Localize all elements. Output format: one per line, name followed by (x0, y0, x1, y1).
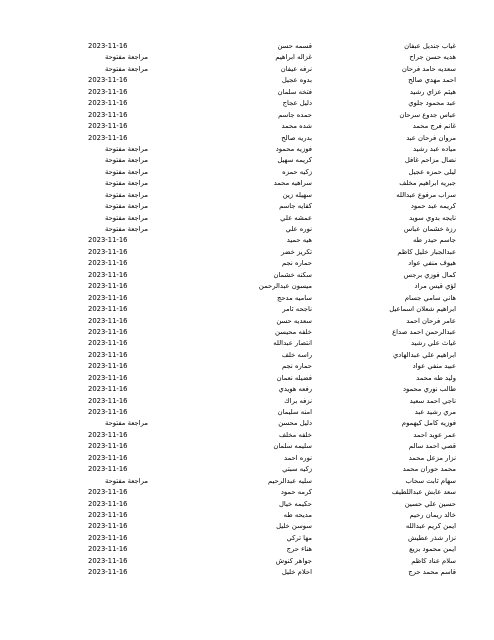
records-list (88, 41, 456, 579)
person-name: عبيد منفي عواد (412, 362, 456, 371)
mother-name: زكيه سبتي (282, 465, 312, 474)
mother-name: فتخه سلمان (277, 87, 312, 96)
record-row (88, 384, 456, 395)
record-row (88, 133, 456, 144)
record-row (88, 430, 456, 441)
mother-name: نوره احمد (284, 453, 312, 462)
record-row (88, 464, 456, 475)
person-name: عمر عويد احمد (413, 430, 456, 439)
mother-name: احلام خليل (281, 568, 312, 577)
person-name: غياث علي رشيد (411, 339, 456, 348)
person-name: نزار مزعل محمد (408, 453, 456, 462)
record-row (88, 304, 456, 315)
record-row (88, 201, 456, 212)
record-date: 2023-11-16 (88, 396, 128, 405)
record-row (88, 521, 456, 532)
record-date: 2023-11-16 (88, 339, 128, 348)
person-name: ابراهيم شعلان اسماعيل (389, 305, 456, 314)
record-row (88, 87, 456, 98)
record-status: مراجعة مفتوحة (104, 156, 148, 165)
mother-name: خلفه محيسن (274, 327, 312, 336)
mother-name: كريمه سهيل (277, 156, 312, 165)
record-status: مراجعة مفتوحة (104, 53, 148, 62)
record-row (88, 556, 456, 567)
mother-name: بدوه عجيل (281, 76, 312, 85)
record-status: مراجعة مفتوحة (104, 64, 148, 73)
record-date: 2023-11-16 (88, 488, 128, 497)
record-status: مراجعة مفتوحة (104, 144, 148, 153)
person-name: وليد طه محمد (416, 373, 456, 382)
record-row (88, 487, 456, 498)
person-name: طالب نوري محمود (402, 385, 456, 394)
record-row (88, 144, 456, 155)
person-name: عبدالجبار خليل كاظم (397, 247, 456, 256)
record-status: مراجعة مفتوحة (104, 213, 148, 222)
record-row (88, 64, 456, 75)
record-date: 2023-11-16 (88, 453, 128, 462)
record-date: 2023-11-16 (88, 442, 128, 451)
record-date: 2023-11-16 (88, 270, 128, 279)
record-status: مراجعة مفتوحة (104, 167, 148, 176)
mother-name: نزفه براك (284, 396, 312, 405)
record-row (88, 155, 456, 166)
person-name: جاسم حيدر طه (413, 236, 456, 245)
record-status: مراجعة مفتوحة (104, 190, 148, 199)
mother-name: نوره علي (285, 225, 312, 233)
record-row (88, 533, 456, 544)
record-status: مراجعة مفتوحة (104, 419, 148, 428)
record-date: 2023-11-16 (88, 385, 128, 394)
person-name: حسين علي حسين (404, 499, 456, 508)
person-name: لؤي قيس مراد (414, 282, 456, 291)
person-name: رزة خشمان عباس (403, 225, 456, 233)
record-row (88, 121, 456, 132)
mother-name: سليمه سلمان (273, 442, 312, 451)
mother-name: فوزيه محمود (275, 144, 312, 153)
mother-name: هيه حميد (286, 236, 312, 245)
mother-name: عمشه علي (280, 213, 312, 222)
person-name: فوزيه كامل كيهموم (401, 419, 456, 428)
person-name: قاسم محمد حرج (408, 568, 456, 577)
person-name: ايمن كريم عبدالله (405, 522, 456, 531)
mother-name: جواهر كنوش (275, 556, 312, 565)
record-row (88, 510, 456, 521)
record-date: 2023-11-16 (88, 350, 128, 359)
record-date: 2023-11-16 (88, 110, 128, 119)
record-row (88, 224, 456, 235)
person-name: هاني سامي جسام (404, 293, 456, 302)
person-name: ليلى حمزه عجيل (408, 167, 456, 176)
record-date: 2023-11-16 (88, 122, 128, 131)
mother-name: زكيه حمزه (282, 167, 312, 176)
record-row (88, 418, 456, 429)
person-name: غانم فرج محمد (412, 122, 456, 131)
record-row (88, 190, 456, 201)
record-row (88, 499, 456, 510)
mother-name: ناجحه ثامر (282, 305, 312, 314)
person-name: ابراهيم علي عبدالهادي (392, 350, 456, 359)
person-name: نايجه بدوي سويد (409, 213, 456, 222)
record-row (88, 258, 456, 269)
person-name: غياب جنديل عبفان (404, 42, 456, 50)
mother-name: سليه عبدالرحيم (268, 476, 312, 485)
record-status: مراجعة مفتوحة (104, 476, 148, 485)
mother-name: دليل محسن (278, 419, 312, 428)
record-row (88, 316, 456, 327)
record-row (88, 41, 456, 52)
mother-name: فضيله نعمان (276, 373, 312, 382)
record-date: 2023-11-16 (88, 236, 128, 245)
mother-name: كفايه جاسم (279, 202, 312, 211)
mother-name: مها تركي (286, 533, 312, 542)
record-date: 2023-11-16 (88, 510, 128, 519)
person-name: هيثم عزاي رشيد (409, 87, 456, 96)
record-date: 2023-11-16 (88, 133, 128, 142)
record-row (88, 75, 456, 86)
record-date: 2023-11-16 (88, 42, 128, 50)
record-row (88, 213, 456, 224)
person-name: احمد مهدي صالح (408, 76, 456, 85)
mother-name: سكنه خشمان (273, 270, 312, 279)
mother-name: حماره نجم (281, 259, 312, 268)
mother-name: شده محمد (281, 122, 312, 131)
record-row (88, 453, 456, 464)
mother-name: ساميه مدحج (276, 293, 312, 302)
person-name: سعديه حامد فرحان (401, 64, 456, 73)
person-name: كمال فوزي برجس (403, 270, 456, 279)
record-row (88, 270, 456, 281)
record-date: 2023-11-16 (88, 76, 128, 85)
person-name: هديه حسن جراح (409, 53, 456, 62)
mother-name: خلفه مخلف (278, 430, 312, 439)
record-row (88, 396, 456, 407)
record-date: 2023-11-16 (88, 568, 128, 577)
record-row (88, 338, 456, 349)
record-date: 2023-11-16 (88, 533, 128, 542)
person-name: هيوف منفي عواد (408, 259, 456, 268)
record-row (88, 327, 456, 338)
record-status: مراجعة مفتوحة (104, 225, 148, 233)
person-name: نزار شذر عطيش (407, 533, 456, 542)
record-date: 2023-11-16 (88, 522, 128, 531)
record-date: 2023-11-16 (88, 99, 128, 108)
record-date: 2023-11-16 (88, 293, 128, 302)
record-row (88, 178, 456, 189)
record-row (88, 281, 456, 292)
mother-name: رفعه هويدي (278, 385, 312, 394)
record-date: 2023-11-16 (88, 373, 128, 382)
record-date: 2023-11-16 (88, 316, 128, 325)
mother-name: امنه سليمان (277, 408, 312, 416)
mother-name: راسه خلف (281, 350, 312, 359)
mother-name: حمده جاسم (278, 110, 312, 119)
record-date: 2023-11-16 (88, 499, 128, 508)
mother-name: كرمه حمود (280, 488, 312, 497)
mother-name: سراهيه محمد (273, 179, 312, 188)
record-date: 2023-11-16 (88, 87, 128, 96)
person-name: عباس جدوع سرحان (399, 110, 456, 119)
record-status: مراجعة مفتوحة (104, 202, 148, 211)
record-row (88, 407, 456, 418)
record-row (88, 110, 456, 121)
person-name: مروان فرحان عبد (406, 133, 456, 142)
person-name: محمد حوران محمد (402, 465, 456, 474)
person-name: سراب مرفوع عبدالله (396, 190, 456, 199)
mother-name: سعديه حسن (276, 316, 312, 325)
person-name: سعد عابش عبداللطيف (391, 488, 456, 497)
mother-name: مديحه طه (283, 510, 312, 519)
record-date: 2023-11-16 (88, 259, 128, 268)
record-row (88, 441, 456, 452)
record-row (88, 350, 456, 361)
record-status: مراجعة مفتوحة (104, 179, 148, 188)
record-date: 2023-11-16 (88, 430, 128, 439)
record-row (88, 98, 456, 109)
record-row (88, 373, 456, 384)
mother-name: هناء حرج (286, 545, 312, 554)
person-name: نضال مزاحم غافل (404, 156, 456, 165)
mother-name: نرفه عيفان (280, 64, 312, 73)
person-name: عامر فرحان احمد (406, 316, 456, 325)
mother-name: تكريز خضر (280, 247, 312, 256)
record-row (88, 247, 456, 258)
person-name: عبد محمود جلوي (408, 99, 456, 108)
person-name: قصي احمد سالم (408, 442, 456, 451)
record-row (88, 361, 456, 372)
person-name: عبدالرحمن احمد صداع (392, 327, 456, 336)
record-row (88, 544, 456, 555)
mother-name: حماره نجم (281, 362, 312, 371)
record-date: 2023-11-16 (88, 556, 128, 565)
record-date: 2023-11-16 (88, 247, 128, 256)
person-name: مري رشيد عبد (414, 408, 456, 416)
mother-name: انتصار عبدالله (273, 339, 312, 348)
person-name: سهام ثابت سحاب (405, 476, 456, 485)
record-row (88, 476, 456, 487)
person-name: سلام عناد كاظم (411, 556, 456, 565)
record-date: 2023-11-16 (88, 408, 128, 416)
mother-name: حكيمه خيال (278, 499, 312, 508)
mother-name: سوسن خليل (276, 522, 312, 531)
record-date: 2023-11-16 (88, 282, 128, 291)
person-name: جبريه ابراهيم مخلف (399, 179, 456, 188)
mother-name: سهيله زين (282, 190, 312, 199)
record-date: 2023-11-16 (88, 327, 128, 336)
mother-name: قسمه حسن (277, 42, 312, 50)
record-row (88, 293, 456, 304)
person-name: ايمن محمود بزيع (409, 545, 456, 554)
person-name: مياده عبد رشيد (413, 144, 456, 153)
record-date: 2023-11-16 (88, 305, 128, 314)
record-date: 2023-11-16 (88, 545, 128, 554)
person-name: كريمه عبد حمود (410, 202, 456, 211)
person-name: ناجي احمد سعيد (409, 396, 456, 405)
record-date: 2023-11-16 (88, 362, 128, 371)
record-row (88, 235, 456, 246)
mother-name: غزاله ابراهيم (275, 53, 312, 62)
record-date: 2023-11-16 (88, 465, 128, 474)
mother-name: ميسون عبدالرحمن (258, 282, 312, 291)
person-name: خالد ريمان رحيم (409, 510, 456, 519)
record-row (88, 567, 456, 578)
record-row (88, 52, 456, 63)
record-row (88, 167, 456, 178)
mother-name: بدريه صالح (281, 133, 312, 142)
mother-name: دليل عجاج (282, 99, 312, 108)
